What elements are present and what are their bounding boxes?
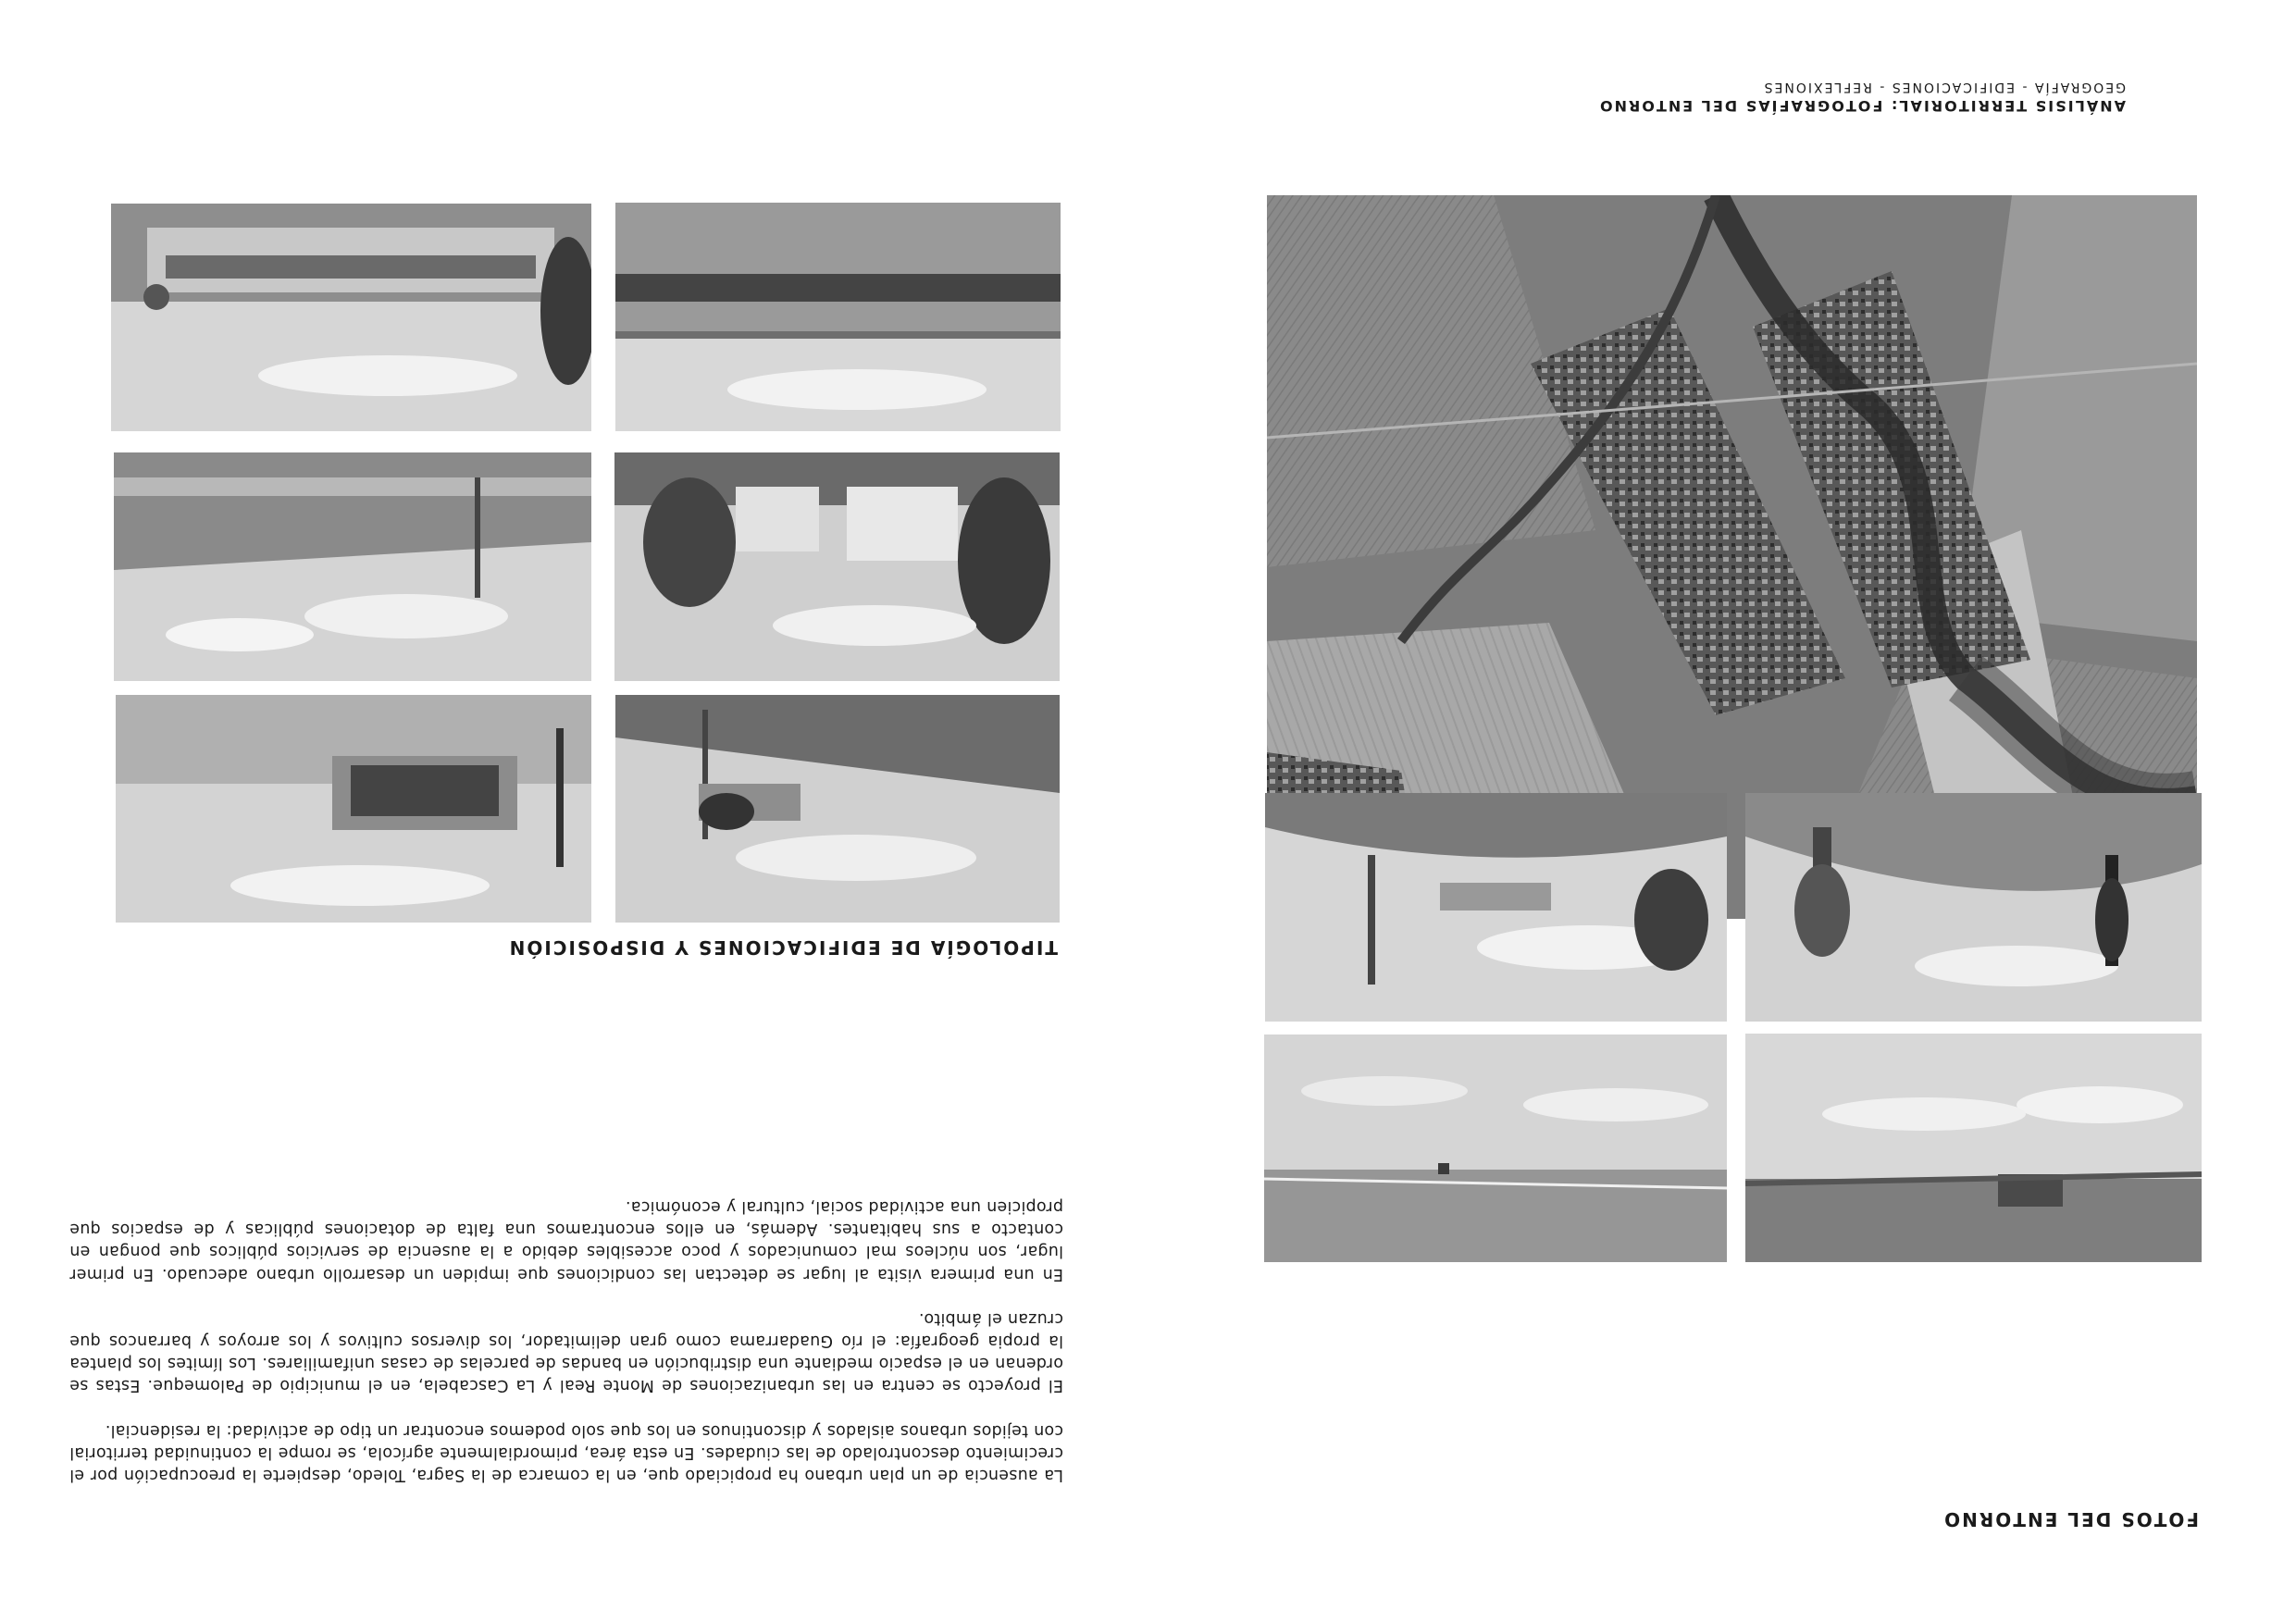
surroundings-photo-2 [1264,1035,1727,1262]
paragraph-2: El proyecto se centra en las urbanizaciones de Monte Real y La Cascabela, en el municipio de Palomeque. Estas se ordenan en el espacio mediante una distribución en bandas de parcelas de casas unifamiliares. Los límites los plantea la propia geografía: el río Guadarrama como gran delimitador, los diversos cultivos y los arroyos y barrancos que cruzan el ámbito. [69,1308,1063,1395]
header-subtitle: GEOGRAFÍA - EDIFICACIONES - REFLEXIONES [1762,80,2126,94]
surroundings-photo-1 [1745,1034,2202,1262]
typology-photo-1 [615,695,1060,923]
paragraph-3: En una primera visita al lugar se detectan las condiciones que impiden un desarrollo urbano adecuado. En primer lugar, son núcleos mal comunicados y poco accesibles debido a la ausencia de servicios públicos que pongan en contacto a sus habitantes. Además, en ellos encontramos una falta de dotaciones públicas y de espacios que propicien una actividad social, cultural y económica. [69,1196,1063,1283]
typology-photo-4 [114,452,591,681]
typology-photo-5 [615,203,1061,431]
surroundings-photo-4 [1265,793,1727,1022]
section-title-surroundings: FOTOS DEL ENTORNO [1942,1508,2199,1530]
typology-photo-3 [614,452,1060,681]
typology-photo-6 [111,204,591,431]
header-title: ANÁLISIS TERRITORIAL: FOTOGRAFÍAS DEL ENTORNO [1597,97,2126,115]
body-text [69,1173,1063,1486]
section-title-typology: TIPOLOGÍA DE EDIFICACIONES Y DISPOSICIÓN [507,936,1058,959]
paragraph-1: La ausencia de un plan urbano ha propiciado que, en la comarca de la Sagra, Toledo, despierte la preocupación por el crecimiento descontrolado de las ciudades. En esta área, primordialmente agrícola, se rompe la continuidad territorial con tejidos urbanos aislados y discontinuos en los que solo podemos encontrar un tipo de actividad: la residencial. [69,1420,1063,1484]
typology-photo-2 [116,695,591,923]
surroundings-photo-3 [1745,793,2202,1022]
